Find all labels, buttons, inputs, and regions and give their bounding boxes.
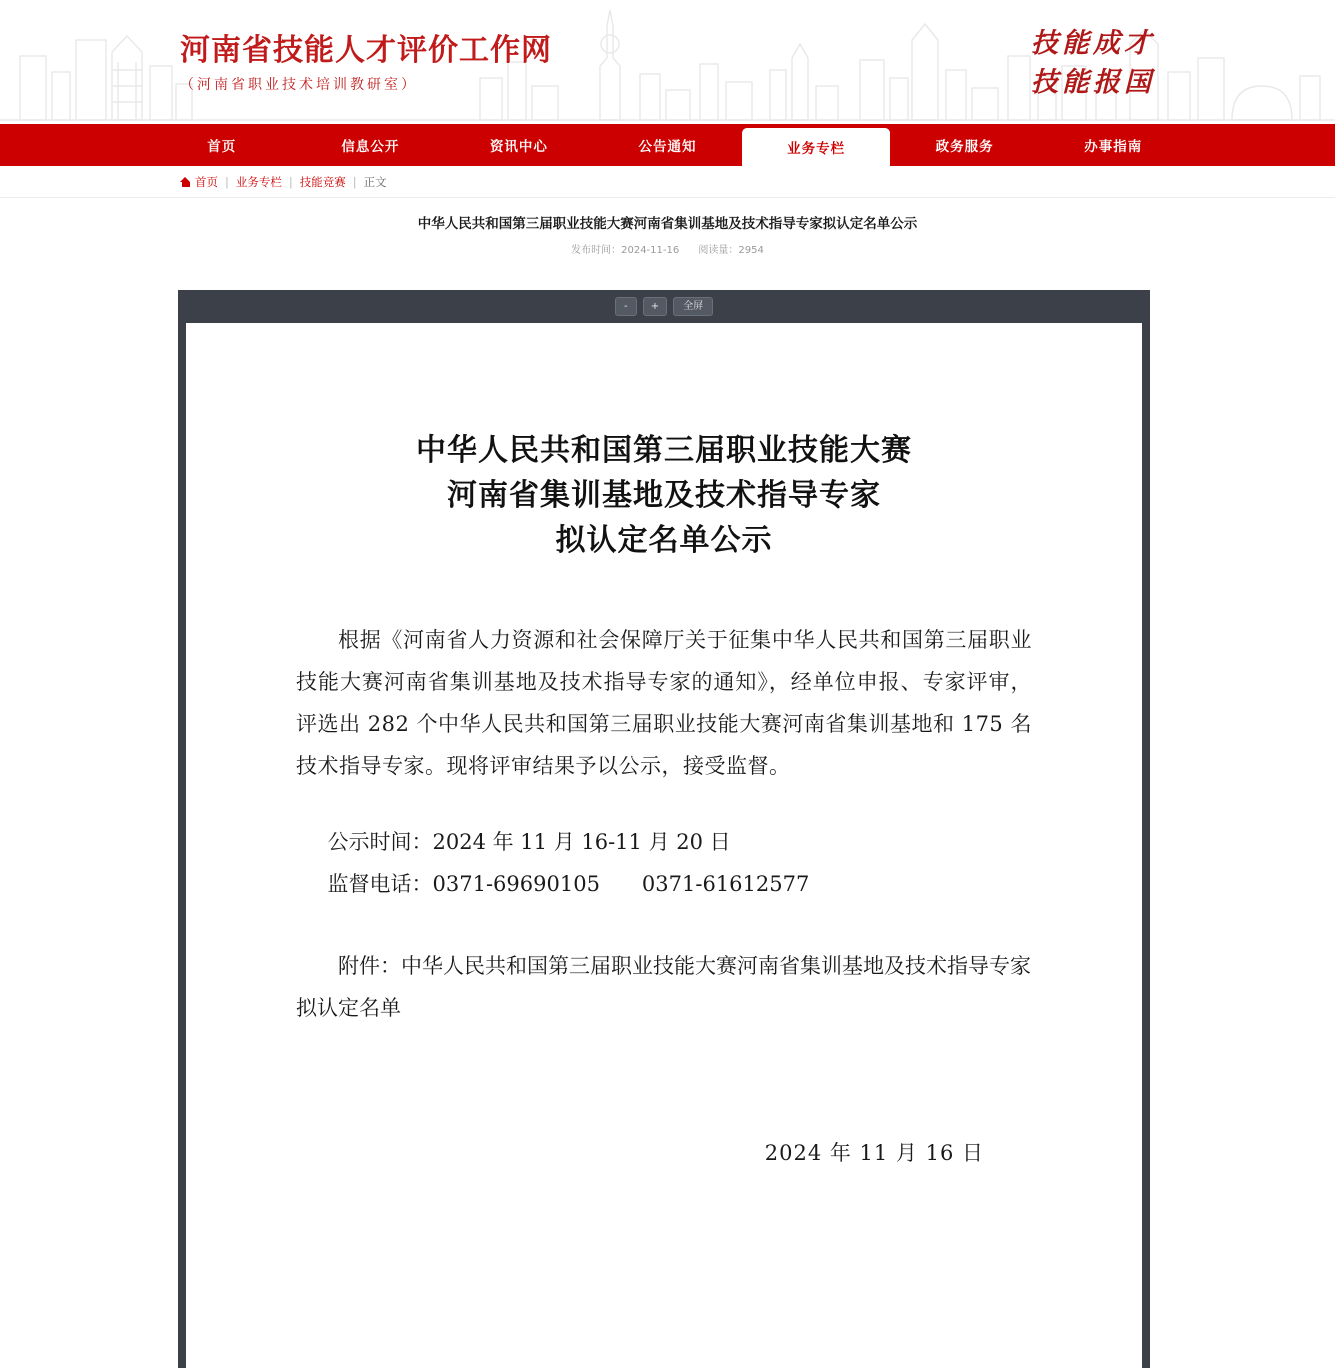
- nav-item-government-services[interactable]: 政务服务: [935, 139, 994, 155]
- document-viewer: [178, 290, 1150, 1368]
- publish-time: 发布时间：2024-11-16: [571, 245, 680, 256]
- breadcrumb-separator-2: |: [288, 174, 293, 189]
- zoom-in-button[interactable]: +: [643, 297, 667, 316]
- zoom-out-button[interactable]: -: [615, 297, 637, 316]
- document-title-line-2: 河南省集训基地及技术指导专家: [447, 478, 881, 513]
- breadcrumb-item-skill-competition[interactable]: 技能竞赛: [299, 174, 346, 189]
- page-title: 中华人民共和国第三届职业技能大赛河南省集训基地及技术指导专家拟认定名单公示: [417, 216, 918, 232]
- document-paragraph-1: 根据《河南省人力资源和社会保障厅关于征集中华人民共和国第三届职业技能大赛河南省集训基地及技术指导专家的通知》，经单位申报、专家评审，评选出 282 个中华人民共和国第三届职业技能大赛河南省集训基地和 175 名技术指导专家。现将评审结果予以公示，接受监督。: [296, 628, 1032, 778]
- document-info-block: [296, 821, 1032, 905]
- site-slogan: [1031, 24, 1155, 102]
- home-icon: [180, 176, 191, 187]
- breadcrumb-item-business-column[interactable]: 业务专栏: [235, 174, 282, 189]
- document-page-area[interactable]: [186, 323, 1142, 1368]
- document-body: [296, 619, 1032, 787]
- breadcrumb-home-link[interactable]: 首页: [195, 174, 218, 189]
- document-date: 2024 年 11 月 16 日: [764, 1141, 984, 1165]
- nav-item-news-center[interactable]: 资讯中心: [489, 139, 548, 155]
- site-title-block: [180, 34, 552, 94]
- slogan-line-2: 技能报国: [1031, 67, 1155, 99]
- viewer-toolbar: [178, 290, 1150, 323]
- breadcrumb-separator-3: |: [352, 174, 357, 189]
- breadcrumb: [180, 174, 387, 190]
- nav-item-info-disclosure[interactable]: 信息公开: [341, 139, 400, 155]
- nav-item-home[interactable]: 首页: [207, 139, 237, 155]
- document-title-line-3: 拟认定名单公示: [555, 523, 773, 558]
- document-page: [186, 323, 1142, 1368]
- article-meta: [0, 241, 1335, 256]
- breadcrumb-bar: [0, 166, 1335, 198]
- document-attachment: 附件：中华人民共和国第三届职业技能大赛河南省集训基地及技术指导专家拟认定名单: [296, 954, 1031, 1020]
- article-header: [0, 198, 1335, 256]
- document-title-line-1: 中华人民共和国第三届职业技能大赛: [416, 433, 912, 468]
- nav-item-announcements[interactable]: 公告通知: [638, 139, 697, 155]
- fullscreen-button[interactable]: 全屏: [673, 297, 713, 316]
- site-title: 河南省技能人才评价工作网: [180, 33, 552, 68]
- breadcrumb-current: 正文: [363, 174, 387, 189]
- notice-period: 公示时间：2024 年 11 月 16-11 月 20 日: [327, 830, 731, 854]
- slogan-line-1: 技能成才: [1031, 28, 1155, 59]
- site-subtitle: （河南省职业技术培训教研室）: [180, 77, 418, 93]
- site-banner: [0, 0, 1335, 124]
- main-navigation: [0, 124, 1335, 166]
- breadcrumb-separator-1: |: [225, 174, 229, 189]
- nav-item-business-column[interactable]: 业务专栏: [742, 128, 891, 166]
- nav-item-service-guide[interactable]: 办事指南: [1084, 139, 1143, 155]
- document-title: [296, 428, 1032, 563]
- view-count: 阅读量：2954: [698, 245, 764, 256]
- supervise-phone: 监督电话：0371-69690105 0371-61612577: [327, 872, 810, 896]
